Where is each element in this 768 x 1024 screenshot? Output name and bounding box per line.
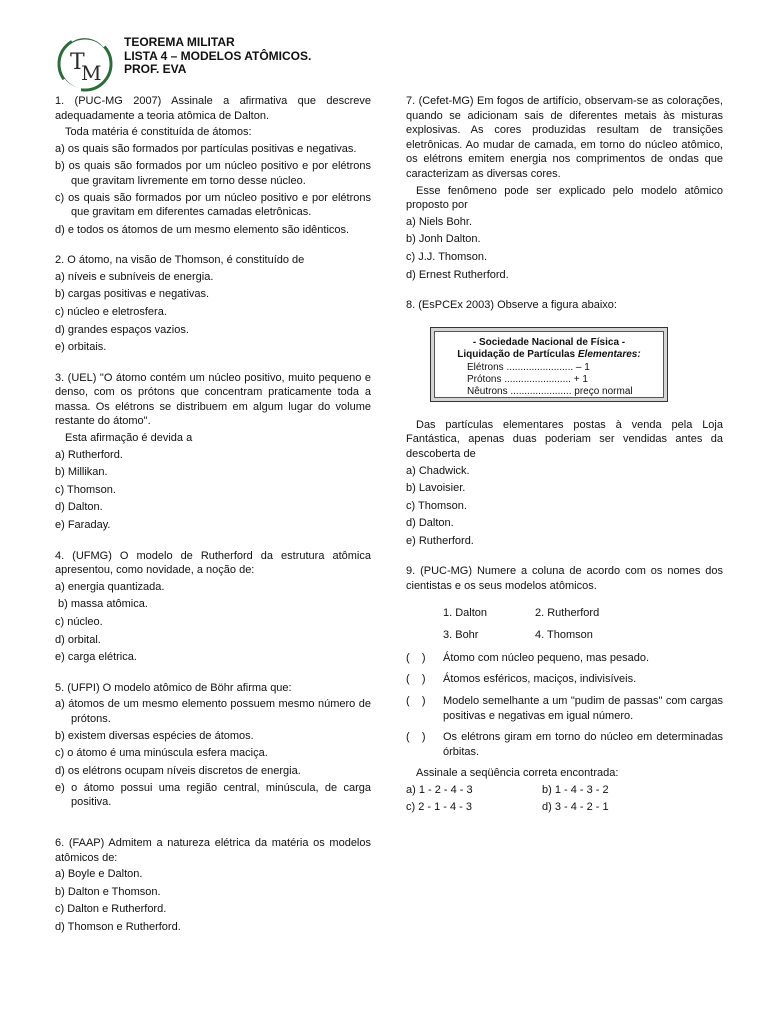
option-d: d) orbital. (55, 633, 101, 646)
option-e: e) Faraday. (55, 519, 111, 532)
option-a: a) 1 - 2 - 4 - 3 (406, 784, 473, 796)
match-item-text: Átomo com núcleo pequeno, mas pesado. (443, 651, 650, 664)
option-a: a) Niels Bohr. (406, 215, 473, 228)
question-stem: 9. (PUC-MG) Numere a coluna de acordo com os nomes dos cientistas e os seus modelos atômicos. (406, 565, 723, 593)
answer-prompt: Assinale a seqüência correta encontrada: (416, 767, 619, 780)
option-a: a) energia quantizada. (55, 580, 165, 593)
option-e: e) orbitais. (55, 341, 107, 354)
question-8 (406, 298, 723, 548)
option-d: d) os elétrons ocupam níveis discretos de energia. (55, 764, 301, 777)
option-e: e) Rutherford. (406, 534, 474, 547)
header-title: TEOREMA MILITAR (124, 35, 235, 49)
figure-subtitle-plain: Liquidação de Partículas (457, 349, 578, 361)
option-c: c) os quais são formados por um núcleo positivo e por elétrons que gravitam em diferentes camadas eletrônicas. (55, 191, 371, 219)
header (124, 36, 311, 77)
option-e: e) o átomo possui uma região central, minúscula, de carga positiva. (55, 781, 371, 809)
option-d: d) Dalton. (55, 501, 103, 514)
option-c: c) núcleo e eletrosfera. (55, 305, 167, 318)
option-e: e) carga elétrica. (55, 651, 137, 664)
option-d: d) grandes espaços vazios. (55, 323, 189, 336)
question-subline: Esse fenômeno pode ser explicado pelo modelo atômico proposto por (406, 184, 723, 212)
figure-title: - Sociedade Nacional de Física - (472, 336, 626, 348)
option-b: b) 1 - 4 - 3 - 2 (542, 784, 609, 796)
answer-blank: ( ) (406, 673, 426, 686)
question-stem: 7. (Cefet-MG) Em fogos de artifício, observam-se as colorações, quando se adicionam sais de diferentes metais às misturas explosivas. As cores produzidas resultam de transições eletrônicas. Ao mudar de camada, em torno do núcleo atômico, os elétrons emitem energia nos comprimentos de ondas que caracterizam as diversas cores. (406, 95, 723, 180)
match-item-text: Os elétrons giram em torno do núcleo em determinadas órbitas. (443, 731, 723, 758)
answer-options (406, 783, 723, 814)
option-c: c) núcleo. (55, 616, 103, 628)
option-c: c) o átomo é uma minúscula esfera maciça. (55, 747, 268, 760)
option-a: a) níveis e subníveis de energia. (55, 270, 214, 283)
option-d: d) 3 - 4 - 2 - 1 (542, 800, 609, 813)
scientist-names-row-2 (406, 628, 723, 643)
price-list-figure (430, 327, 668, 402)
option-a: a) os quais são formados por partículas positivas e negativas. (55, 142, 357, 155)
logo (55, 36, 115, 92)
question-after-figure: Das partículas elementares postas à venda pela Loja Fantástica, apenas duas poderiam ser vendidas antes da descoberta de (406, 418, 723, 460)
question-stem: 2. O átomo, na visão de Thomson, é constituído de (55, 254, 305, 267)
question-5 (55, 681, 371, 810)
question-stem: 3. (UEL) "O átomo contém um núcleo positivo, muito pequeno e denso, com os prótons que concentram praticamente toda a massa. Os elétrons se distribuem em algum lugar do volume restante do átomo". (55, 371, 371, 428)
option-d: d) Thomson e Rutherford. (55, 920, 181, 933)
option-b: b) massa atômica. (55, 598, 148, 611)
answer-blank: ( ) (406, 731, 426, 744)
option-c: c) Thomson. (55, 483, 116, 496)
question-4 (55, 549, 371, 665)
option-a: a) Rutherford. (55, 448, 123, 461)
match-item (406, 694, 723, 723)
question-9 (406, 564, 723, 814)
question-stem: 8. (EsPCEx 2003) Observe a figura abaixo: (406, 299, 617, 312)
svg-text:M: M (81, 61, 102, 85)
option-d: d) Ernest Rutherford. (406, 268, 509, 281)
option-a: a) átomos de um mesmo elemento possuem mesmo número de prótons. (55, 698, 371, 725)
match-item-text: Átomos esféricos, maciços, indivisíveis. (443, 673, 637, 686)
option-a: a) Chadwick. (406, 464, 470, 477)
figure-row-protons: Prótons ........................ + 1 (467, 373, 588, 385)
option-b: b) Lavoisier. (406, 482, 466, 495)
scientist-names-row-1 (406, 606, 723, 621)
match-item (406, 672, 723, 687)
question-stem: 6. (FAAP) Admitem a natureza elétrica da matéria os modelos atômicos de: (55, 836, 371, 864)
question-3 (55, 371, 371, 533)
scientist-4: 4. Thomson (535, 629, 593, 642)
teorema-militar-logo-icon (55, 36, 115, 92)
question-7 (406, 94, 723, 282)
option-b: b) Millikan. (55, 466, 108, 479)
match-item (406, 651, 723, 666)
question-1 (55, 94, 371, 237)
figure-row-electrons: Elétrons ........................ – 1 (467, 361, 590, 373)
right-column (406, 94, 723, 830)
question-stem: 1. (PUC-MG 2007) Assinale a afirmativa que descreve adequadamente a teoria atômica de Dalton. (55, 95, 371, 122)
scientist-2: 2. Rutherford (535, 606, 600, 619)
option-d: d) e todos os átomos de um mesmo elemento são idênticos. (55, 223, 350, 236)
question-subline: Esta afirmação é devida a (65, 432, 193, 445)
scientist-1: 1. Dalton (443, 606, 488, 619)
left-column (55, 94, 371, 950)
option-c: c) Thomson. (406, 499, 467, 512)
option-c: c) J.J. Thomson. (406, 250, 488, 263)
figure-content (434, 331, 664, 398)
header-list-title: LISTA 4 – MODELOS ATÔMICOS. (124, 48, 312, 63)
figure-subtitle-italic: Elementares: (577, 349, 641, 361)
figure-row-neutrons: Nêutrons ...................... preço normal (467, 386, 633, 398)
svg-text:T: T (70, 50, 85, 75)
option-c: c) 2 - 1 - 4 - 3 (406, 800, 473, 813)
option-d: d) Dalton. (406, 517, 454, 530)
question-stem: 5. (UFPI) O modelo atômico de Böhr afirma que: (55, 681, 292, 694)
header-teacher: PROF. EVA (124, 62, 187, 77)
match-item-text: Modelo semelhante a um "pudim de passas" com cargas positivas e negativas em igual número. (443, 695, 723, 722)
question-subline: Toda matéria é constituída de átomos: (65, 126, 252, 139)
option-b: b) Jonh Dalton. (406, 233, 481, 246)
question-2 (55, 253, 371, 355)
option-b: b) existem diversas espécies de átomos. (55, 730, 254, 743)
answer-blank: ( ) (406, 695, 426, 708)
question-6 (55, 836, 371, 935)
scientist-3: 3. Bohr (443, 629, 479, 642)
answer-blank: ( ) (406, 651, 426, 664)
option-b: b) cargas positivas e negativas. (55, 288, 210, 301)
option-b: b) Dalton e Thomson. (55, 885, 161, 898)
option-c: c) Dalton e Rutherford. (55, 903, 167, 916)
option-a: a) Boyle e Dalton. (55, 868, 143, 881)
question-stem: 4. (UFMG) O modelo de Rutherford da estrutura atômica apresentou, como novidade, a noção de: (55, 549, 371, 577)
match-item (406, 730, 723, 759)
figure-subtitle (441, 349, 657, 361)
option-b: b) os quais são formados por um núcleo positivo e por elétrons que gravitam livremente em torno desse núcleo. (55, 159, 371, 187)
